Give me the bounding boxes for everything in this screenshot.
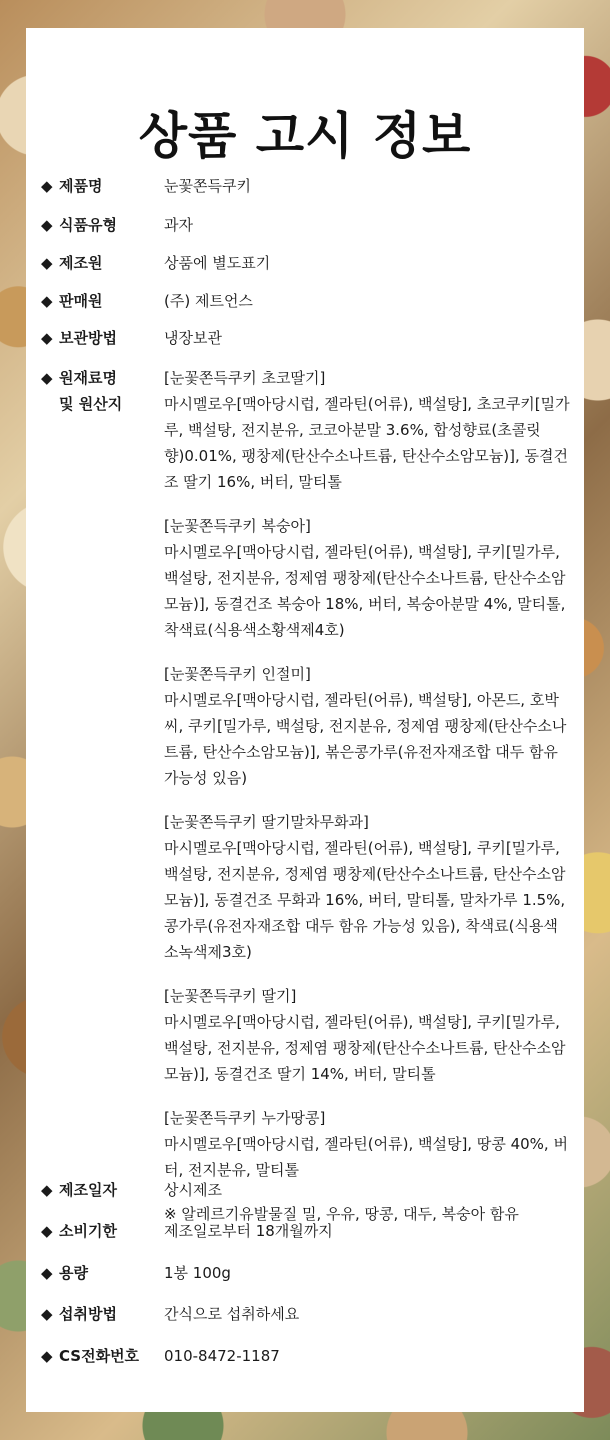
row-value: 상품에 별도표기	[164, 254, 271, 272]
ingredient-block-title: [눈꽃쫀득쿠키 누가땅콩]	[164, 1109, 326, 1127]
row-value: 눈꽃쫀득쿠키	[164, 177, 251, 195]
row-label: 제조일자	[59, 1181, 117, 1199]
ingredient-block	[164, 365, 570, 495]
diamond-bullet-icon: ◆	[41, 1305, 53, 1323]
row-label: 판매원	[59, 292, 103, 310]
row-label-line2: 및 원산지	[59, 395, 123, 413]
diamond-bullet-icon: ◆	[41, 369, 53, 387]
ingredient-block-body: 마시멜로우[맥아당시럽, 젤라틴(어류), 백설탕], 초코쿠키[밀가루, 백설탕, 전지분유, 코코아분말 3.6%, 합성향료(초콜릿향)0.01%, 팽창제(탄산수소나트륨, 탄산수소암모늄)], 동결건조 딸기 16%, 버터, 말티톨	[164, 395, 570, 491]
row-label: 제조원	[59, 254, 103, 272]
diamond-bullet-icon: ◆	[41, 1347, 53, 1365]
diamond-bullet-icon: ◆	[41, 216, 53, 234]
allergy-notice: ※ 알레르기유발물질 밀, 우유, 땅콩, 대두, 복숭아 함유	[164, 1205, 519, 1223]
ingredient-block-title: [눈꽃쫀득쿠키 딸기말차무화과]	[164, 813, 369, 831]
diamond-bullet-icon: ◆	[41, 1181, 53, 1199]
row-label: 보관방법	[59, 329, 117, 347]
ingredient-block-body: 마시멜로우[맥아당시럽, 젤라틴(어류), 백설탕], 아몬드, 호박씨, 쿠키[밀가루, 백설탕, 전지분유, 정제염 팽창제(탄산수소나트륨, 탄산수소암모늄)], 볶은콩가루(유전자재조합 대두 함유 가능성 있음)	[164, 691, 567, 787]
row-value: 1봉 100g	[164, 1264, 231, 1282]
row-label: 용량	[59, 1264, 88, 1282]
product-info-card	[26, 28, 584, 1412]
row-value: (주) 제트언스	[164, 292, 253, 310]
row-label: 제품명	[59, 177, 103, 195]
row-label: 섭취방법	[59, 1305, 117, 1323]
diamond-bullet-icon: ◆	[41, 254, 53, 272]
row-label: CS전화번호	[59, 1347, 140, 1365]
diamond-bullet-icon: ◆	[41, 1222, 53, 1240]
ingredient-block-title: [눈꽃쫀득쿠키 초코딸기]	[164, 369, 326, 387]
ingredient-block-title: [눈꽃쫀득쿠키 복숭아]	[164, 517, 311, 535]
ingredient-block	[164, 661, 570, 791]
diamond-bullet-icon: ◆	[41, 329, 53, 347]
ingredient-block	[164, 1105, 570, 1183]
row-value: 상시제조	[164, 1181, 222, 1199]
row-value: 간식으로 섭취하세요	[164, 1305, 300, 1323]
row-label: 소비기한	[59, 1222, 117, 1240]
row-value: 냉장보관	[164, 329, 222, 347]
ingredient-block-body: 마시멜로우[맥아당시럽, 젤라틴(어류), 백설탕], 쿠키[밀가루, 백설탕, 전지분유, 정제염 팽창제(탄산수소나트륨, 탄산수소암모늄)], 동결건조 복숭아 18%, 버터, 복숭아분말 4%, 말티톨, 착색료(식용색소황색제4호)	[164, 543, 566, 639]
ingredient-block-title: [눈꽃쫀득쿠키 딸기]	[164, 987, 297, 1005]
ingredient-block-body: 마시멜로우[맥아당시럽, 젤라틴(어류), 백설탕], 땅콩 40%, 버터, 전지분유, 말티톨	[164, 1135, 568, 1179]
row-value: 010-8472-1187	[164, 1347, 280, 1365]
ingredient-block	[164, 809, 570, 965]
ingredient-block	[164, 513, 570, 643]
row-value: 제조일로부터 18개월까지	[164, 1222, 333, 1240]
page-title: 상품 고시 정보	[138, 107, 472, 165]
ingredients-list	[164, 365, 570, 1227]
diamond-bullet-icon: ◆	[41, 292, 53, 310]
row-value: 과자	[164, 216, 193, 234]
ingredient-block-title: [눈꽃쫀득쿠키 인절미]	[164, 665, 311, 683]
diamond-bullet-icon: ◆	[41, 1264, 53, 1282]
row-label: 원재료명	[59, 369, 117, 387]
ingredient-block	[164, 983, 570, 1087]
ingredient-block-body: 마시멜로우[맥아당시럽, 젤라틴(어류), 백설탕], 쿠키[밀가루, 백설탕, 전지분유, 정제염 팽창제(탄산수소나트륨, 탄산수소암모늄)], 동결건조 무화과 16%, 버터, 말티톨, 말차가루 1.5%, 콩가루(유전자재조합 대두 함유 가능성 있음), 착색료(식용색소녹색제3호)	[164, 839, 566, 961]
ingredient-block-body: 마시멜로우[맥아당시럽, 젤라틴(어류), 백설탕], 쿠키[밀가루, 백설탕, 전지분유, 정제염 팽창제(탄산수소나트륨, 탄산수소암모늄)], 동결건조 딸기 14%, 버터, 말티톨	[164, 1013, 566, 1083]
diamond-bullet-icon: ◆	[41, 177, 53, 195]
row-label: 식품유형	[59, 216, 117, 234]
